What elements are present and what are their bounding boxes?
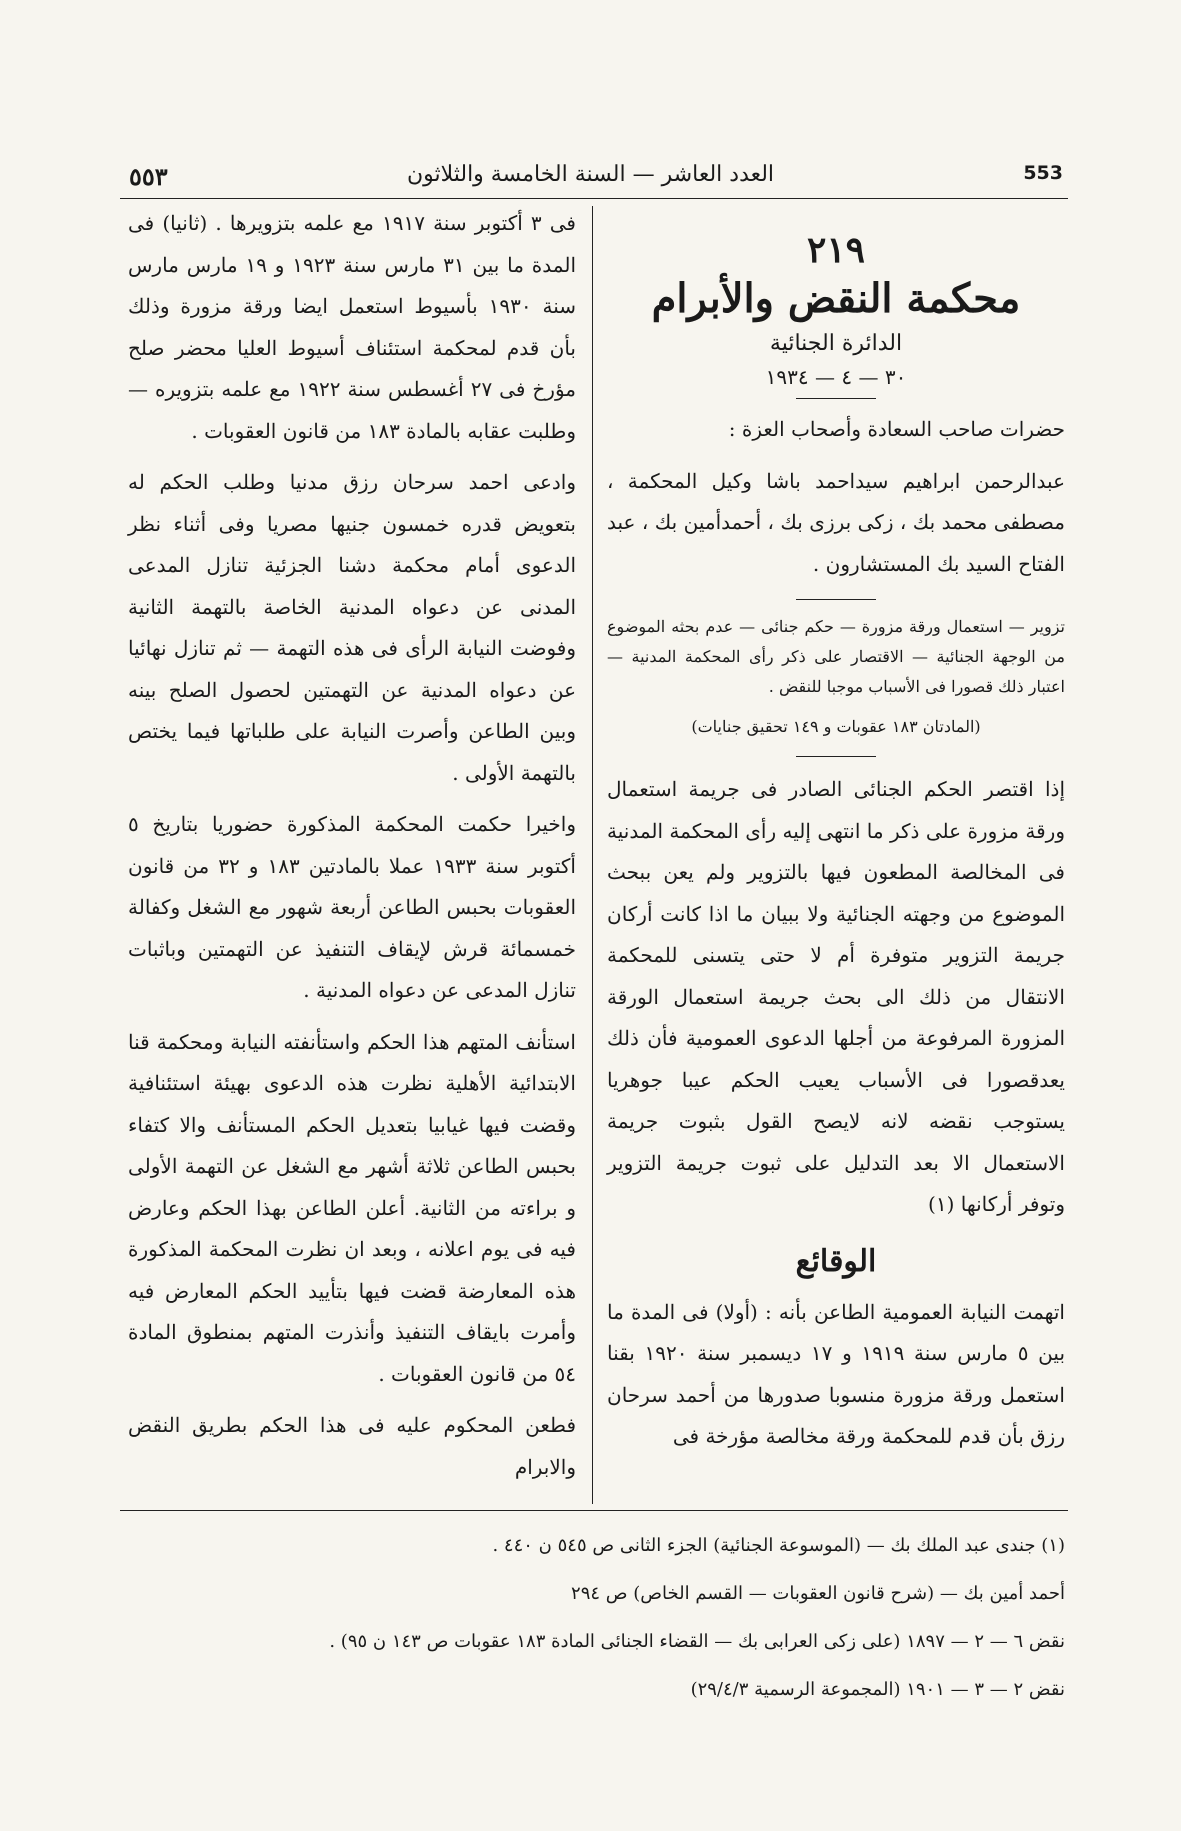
legal-principle: إذا اقتصر الحكم الجنائى الصادر فى جريمة استعمال ورقة مزورة على ذكر ما انتهى إليه رأى المحكمة المدنية فى المخالصة المطعون فيها بالتزوير ولم يعن ببحث الموضوع من وجهته الجنائية ولا ببيان ما اذا كانت أركان جريمة التزوير متوفرة أم لا حتى يتسنى للمحكمة الانتقال من ذلك الى بحث جريمة استعمال الورقة المزورة المرفوعة من أجلها الدعوى العمومية فأن ذلك يعدقصورا فى الأسباب يعيب الحكم عيبا جوهريا يستوجب نقضه لانه لايصح القول بثبوت جريمة الاستعمال الا بعد التدليل على ثبوت جريمة التزوير وتوفر أركانها (١) (607, 777, 1065, 1216)
running-header: العدد العاشر — السنة الخامسة والثلاثون (406, 162, 775, 187)
divider (796, 599, 876, 600)
articles-reference: (المادتان ١٨٣ عقوبات و ١٤٩ تحقيق جنايات) (691, 717, 981, 736)
ruling-date: ٣٠ — ٤ — ١٩٣٤ (765, 365, 907, 389)
facts-paragraph: اتهمت النيابة العمومية الطاعن بأنه : (أولا) فى المدة ما بين ٥ مارس سنة ١٩١٩ و ١٧ ديسمبر سنة ١٩٢٠ بقنا استعمل ورقة مزورة منسوبا صدورها من أحمد سرحان رزق بأن قدم للمحكمة ورقة مخالصة مؤرخة فى (607, 1299, 1066, 1448)
footnote-line: نقض ٦ — ٢ — ١٨٩٧ (على زكى العرابى بك — القضاء الجنائى المادة ١٨٣ عقوبات ص ١٤٣ ن ٩٥) . (329, 1631, 1065, 1652)
footnote-line: أحمد أمين بك — (شرح قانون العقوبات — القسم الخاص) ص ٢٩٤ (571, 1583, 1065, 1604)
body-paragraph: فطعن المحكوم عليه فى هذا الحكم بطريق النقض والابرام (128, 1413, 576, 1479)
facts-heading: الوقائع (795, 1243, 877, 1279)
summary-keywords: تزوير — استعمال ورقة مزورة — حكم جنائى — عدم بحثه الموضوع من الوجهة الجنائية — الاقتصار على ذكر رأى المحكمة المدنية — اعتبار ذلك قصورا فى الأسباب موجبا للنقض . (607, 617, 1065, 696)
circuit-name: الدائرة الجنائية (769, 331, 903, 356)
right-column (607, 228, 1065, 1468)
divider (796, 756, 876, 757)
footnote-rule (120, 1510, 1068, 1511)
body-paragraph: استأنف المتهم هذا الحكم واستأنفته النيابة ومحكمة قنا الابتدائية الأهلية نظرت هذه الدعوى بهيئة استئنافية وقضت فيها غيابيا بتعديل الحكم المستأنف والا كتفاء بحبس الطاعن ثلاثة أشهر مع الشغل عن التهمة الأولى و براءته من الثانية. أعلن الطاعن بهذا الحكم وعارض فيه فى يوم اعلانه ، وبعد ان نظرت المحكمة المذكورة هذه المعارضة قضت فيها بتأييد الحكم المعارض فيه وأمرت بايقاف التنفيذ وأنذرت المتهم بمنطوق المادة ٥٤ من قانون العقوبات . (128, 1029, 576, 1386)
body-paragraph: وادعى احمد سرحان رزق مدنيا وطلب الحكم له بتعويض قدره خمسون جنيها مصريا وفى أثناء نظر الدعوى أمام محكمة دشنا الجزئية تنازل المدعى المدنى عن دعواه المدنية الخاصة بالتهمة الثانية وفوضت النيابة الرأى فى هذه التهمة — ثم تنازل نهائيا عن دعواه المدنية عن التهمتين لحصول الصلح بينه وبين الطاعن وأصرت النيابة على طلباتها فيما يختص بالتهمة الأولى . (128, 470, 576, 785)
body-paragraph: فى ٣ أكتوبر سنة ١٩١٧ مع علمه بتزويرها . (ثانيا) فى المدة ما بين ٣١ مارس سنة ١٩٢٣ و ١٩ مارس مارس سنة ١٩٣٠ بأسيوط استعمل ايضا ورقة مزورة وذلك بأن قدم لمحكمة استئناف أسيوط العليا محضر صلح مؤرخ فى ٢٧ أغسطس سنة ١٩٢٢ مع علمه بتزويره — وطلبت عقابه بالمادة ١٨٣ من قانون العقوبات . (128, 211, 576, 443)
left-column (128, 203, 576, 1498)
court-name: محكمة النقض والأبرام (651, 275, 1021, 322)
page-number-arabic: ٥٥٣ (129, 162, 168, 191)
footnote-line: (١) جندى عبد الملك بك — (الموسوعة الجنائية) الجزء الثانى ص ٥٤٥ ن ٤٤٠ . (492, 1535, 1065, 1556)
page-number-latin: 553 (1023, 162, 1063, 184)
divider (796, 398, 876, 399)
footnotes (200, 1522, 1065, 1714)
judges-list: عبدالرحمن ابراهيم سيداحمد باشا وكيل المحكمة ، مصطفى محمد بك ، زكى برزى بك ، أحمدأمين بك ، عبد الفتاح السيد بك المستشارون . (607, 468, 1065, 576)
column-divider (592, 206, 593, 1504)
case-number: ٢١٩ (806, 229, 865, 271)
header-rule (120, 198, 1068, 199)
footnote-line: نقض ٢ — ٣ — ١٩٠١ (المجموعة الرسمية ٢٩/٤/٣) (690, 1679, 1065, 1700)
body-paragraph: واخيرا حكمت المحكمة المذكورة حضوريا بتاريخ ٥ أكتوبر سنة ١٩٣٣ عملا بالمادتين ١٨٣ و ٣٢ من قانون العقوبات بحبس الطاعن أربعة شهور مع الشغل وكفالة خمسمائة قرش لإيقاف التنفيذ عن التهمتين وباثبات تنازل المدعى عن دعواه المدنية . (128, 812, 576, 1002)
presence-intro: حضرات صاحب السعادة وأصحاب العزة : (728, 417, 1065, 441)
